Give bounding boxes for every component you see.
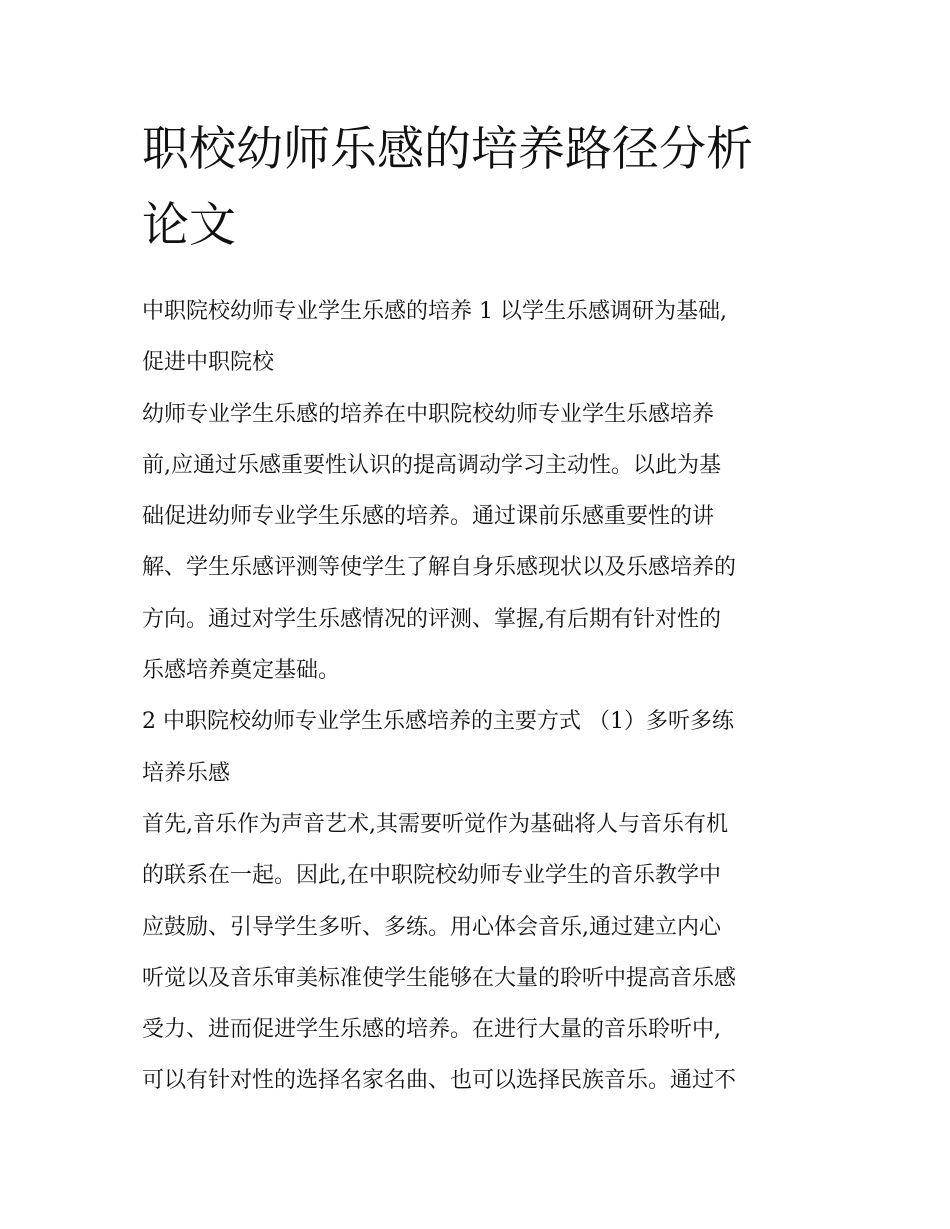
body-line: 础促进幼师专业学生乐感的培养。通过课前乐感重要性的讲 xyxy=(142,504,715,530)
body-line: 解、学生乐感评测等使学生了解自身乐感现状以及乐感培养的 xyxy=(142,555,737,581)
body-line: 可以有针对性的选择名家名曲、也可以选择民族音乐。通过不 xyxy=(142,1068,737,1094)
title-line-1: 职校幼师乐感的培养路径分析 xyxy=(142,122,753,177)
body-line: 方向。通过对学生乐感情况的评测、掌握,有后期有针对性的 xyxy=(142,606,721,632)
body-line: 促进中职院校 xyxy=(142,350,275,376)
body-line: 受力、进而促进学生乐感的培养。在进行大量的音乐聆听中, xyxy=(142,1017,721,1043)
body-line: 中职院校幼师专业学生乐感的培养 1 以学生乐感调研为基础, xyxy=(142,299,727,324)
document-body xyxy=(142,286,822,1107)
body-line: 前,应通过乐感重要性认识的提高调动学习主动性。以此为基 xyxy=(142,452,721,478)
document-title xyxy=(142,112,822,264)
body-line: 幼师专业学生乐感的培养在中职院校幼师专业学生乐感培养 xyxy=(142,401,715,427)
body-line: 2 中职院校幼师专业学生乐感培养的主要方式 （1）多听多练 xyxy=(142,709,734,735)
body-line: 首先,音乐作为声音艺术,其需要听觉作为基础将人与音乐有机 xyxy=(142,811,728,837)
body-line: 培养乐感 xyxy=(142,760,231,786)
body-line: 乐感培养奠定基础。 xyxy=(142,658,341,684)
title-line-2: 论文 xyxy=(142,198,236,253)
body-line: 的联系在一起。因此,在中职院校幼师专业学生的音乐教学中 xyxy=(142,863,721,889)
document-content xyxy=(142,112,822,1107)
body-line: 应鼓励、引导学生多听、多练。用心体会音乐,通过建立内心 xyxy=(142,914,721,940)
body-line: 听觉以及音乐审美标准使学生能够在大量的聆听中提高音乐感 xyxy=(142,965,737,991)
